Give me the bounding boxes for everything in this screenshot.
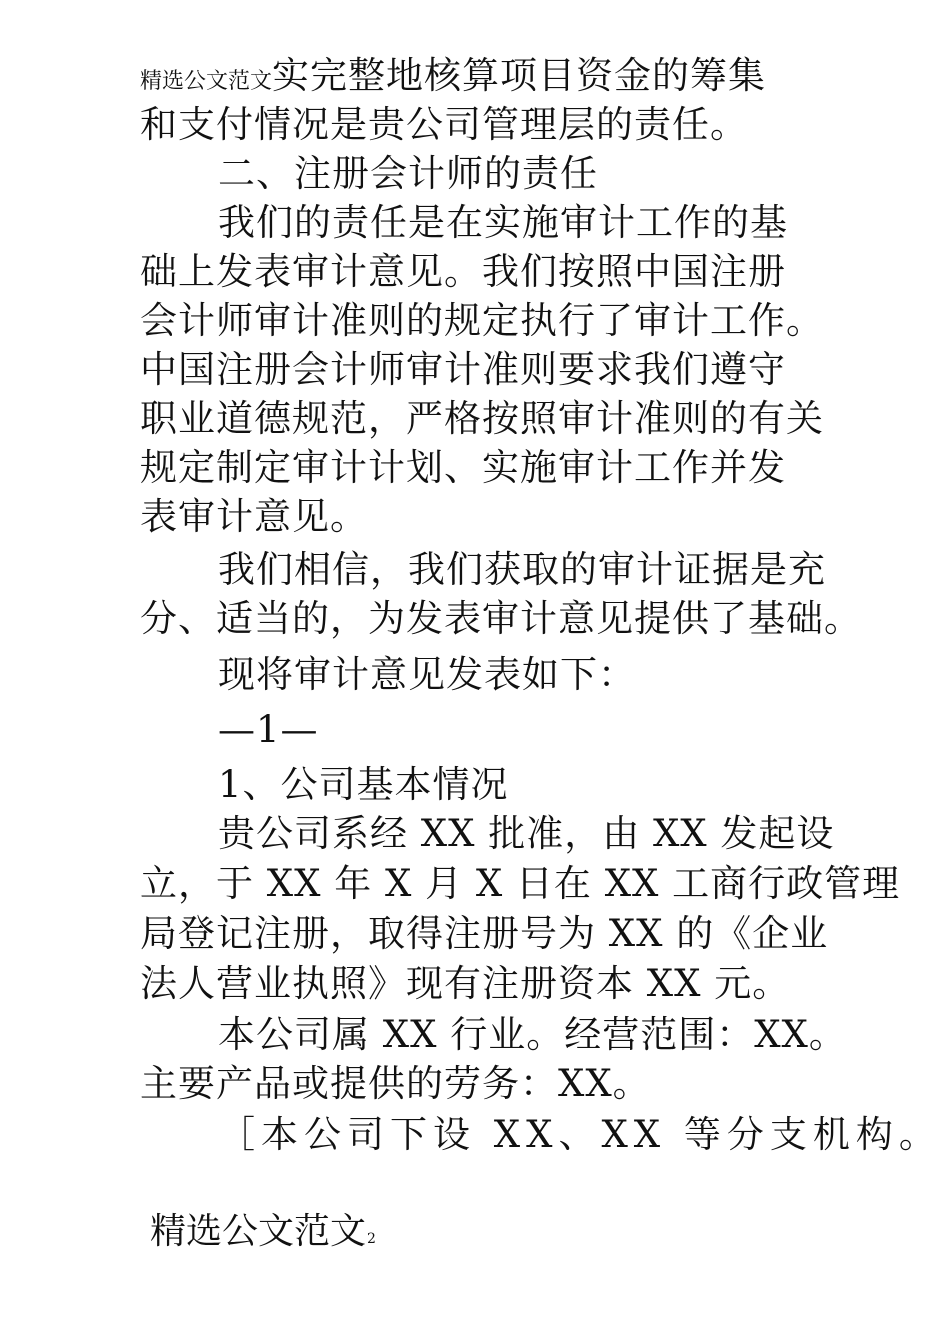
section-heading: 二、注册会计师的责任 (218, 152, 598, 195)
paragraph-line: 表审计意见。 (140, 495, 368, 538)
paragraph-line: 法人营业执照》现有注册资本 XX 元。 (140, 962, 791, 1005)
footer-label: 精选公文范文 (150, 1211, 367, 1252)
paragraph-line: 局登记注册，取得注册号为 XX 的《企业 (140, 912, 829, 955)
paragraph-line: 规定制定审计计划、实施审计工作并发 (140, 446, 786, 489)
paragraph-line: 现将审计意见发表如下： (218, 653, 636, 696)
paragraph-line: 分、适当的，为发表审计意见提供了基础。 (140, 597, 862, 640)
paragraph-line: 我们的责任是在实施审计工作的基 (218, 201, 788, 244)
paragraph-line: 本公司属 XX 行业。经营范围：XX。 (218, 1013, 847, 1056)
paragraph-line: 我们相信，我们获取的审计证据是充 (218, 548, 826, 591)
paragraph-line: 职业道德规范，严格按照审计准则的有关 (140, 397, 824, 440)
paragraph-line: 础上发表审计意见。我们按照中国注册 (140, 250, 786, 293)
header-label: 精选公文范文 (140, 69, 273, 94)
paragraph-line: 贵公司系经 XX 批准，由 XX 发起设 (218, 812, 835, 855)
paragraph-line: ［本公司下设 XX、XX 等分支机构。 (218, 1113, 942, 1156)
footer-page-number: 2 (367, 1231, 376, 1247)
paragraph-line: 中国注册会计师审计准则要求我们遵守 (140, 348, 786, 391)
paragraph-line: 主要产品或提供的劳务：XX。 (140, 1062, 651, 1105)
text-line-1 (140, 52, 766, 100)
paragraph-line: 立，于 XX 年 X 月 X 日在 XX 工商行政管理 (140, 862, 901, 905)
text-line-2: 和支付情况是贵公司管理层的责任。 (140, 103, 748, 146)
subsection-heading: 1、公司基本情况 (218, 763, 509, 806)
page-marker: —1— (218, 708, 319, 751)
line-text: 实完整地核算项目资金的筹集 (272, 54, 767, 97)
page-footer (150, 1208, 376, 1263)
paragraph-line: 会计师审计准则的规定执行了审计工作。 (140, 299, 824, 342)
